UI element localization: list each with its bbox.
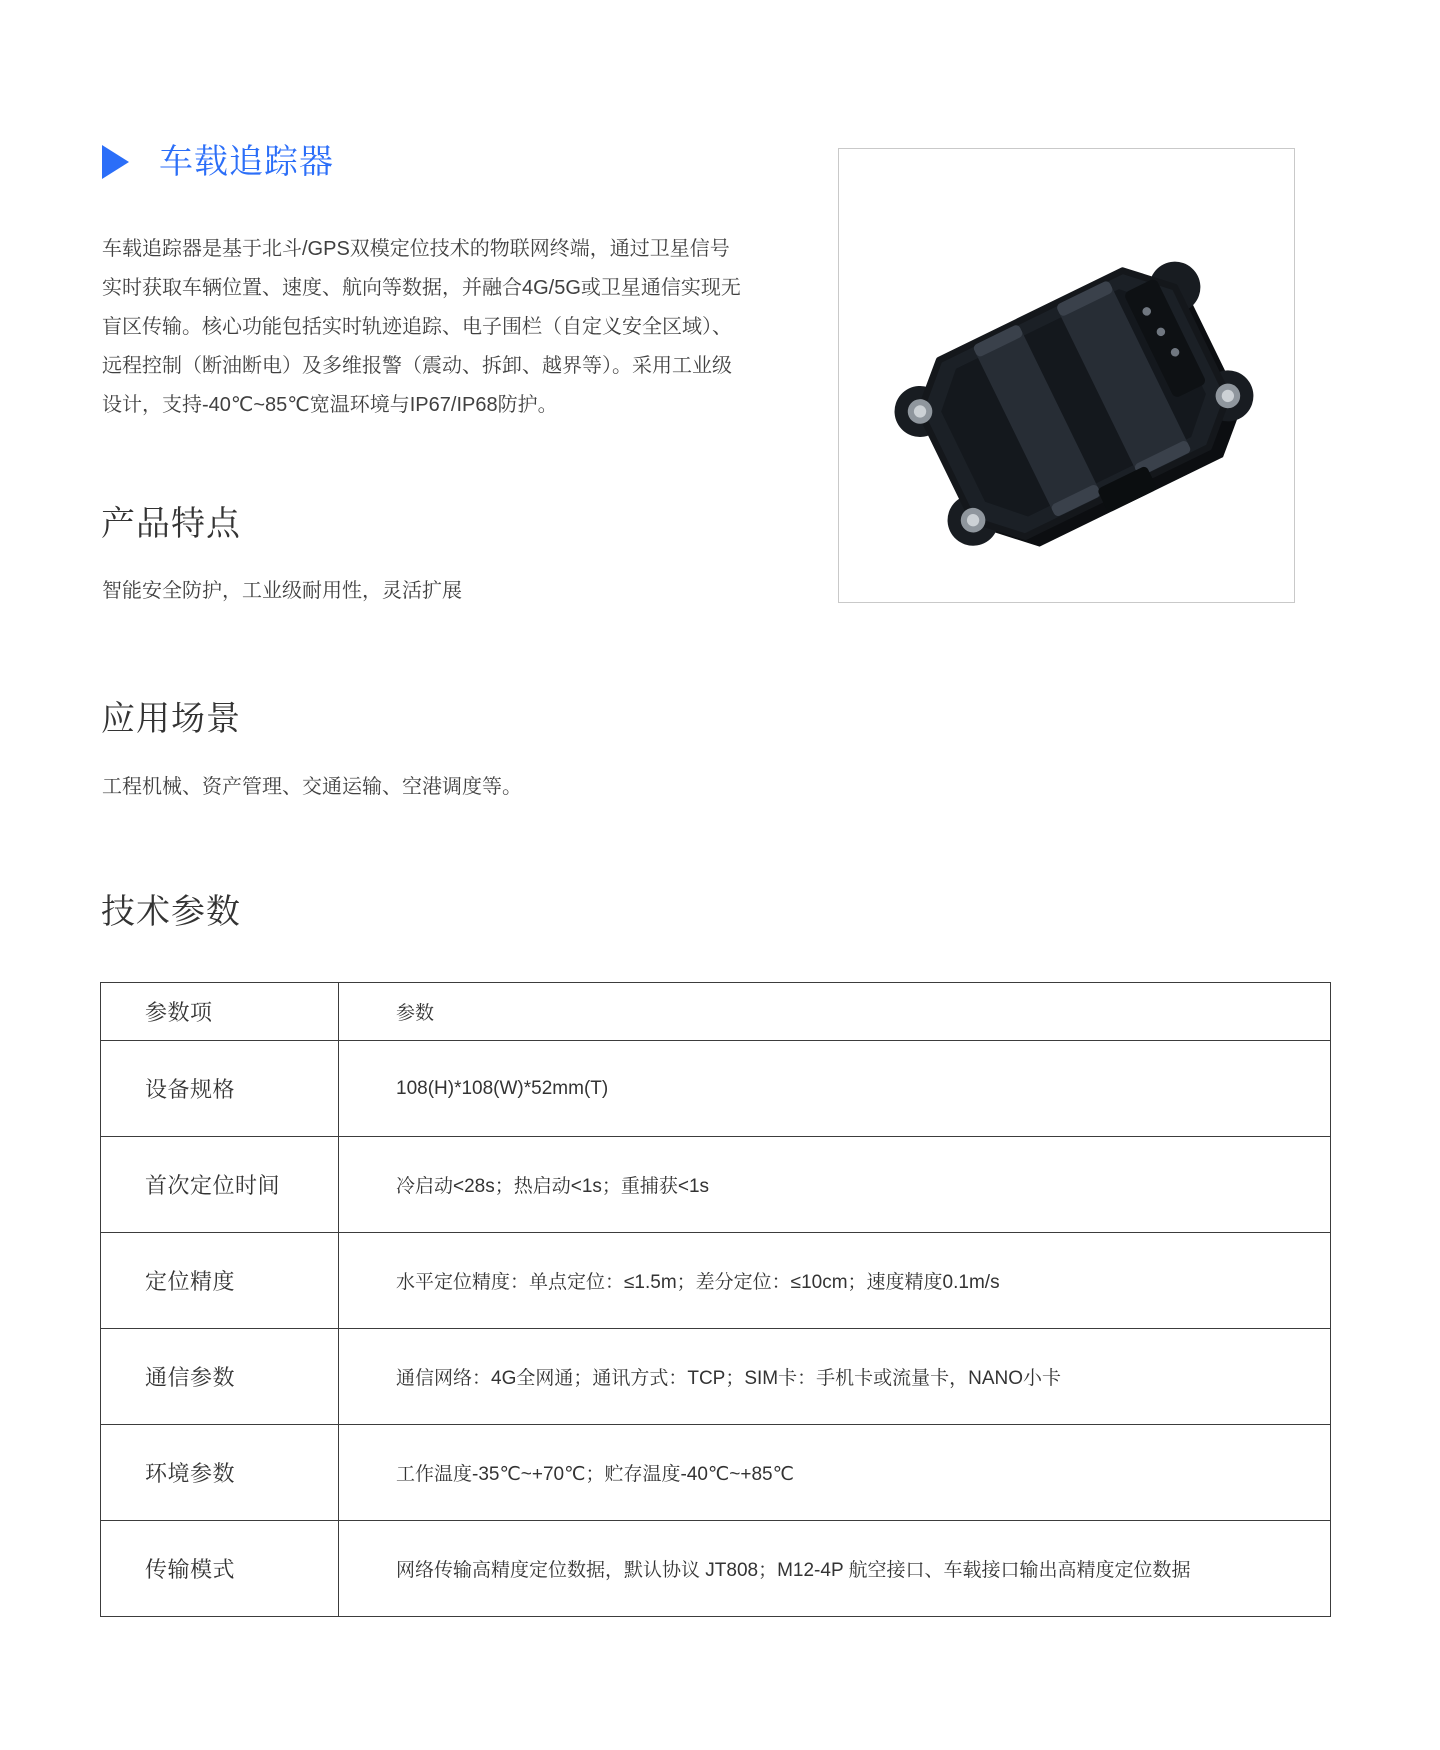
specs-col-header-param: 参数 [339,983,1331,1041]
page-title: 车载追踪器 [159,143,334,181]
intro-line: 盲区传输。核心功能包括实时轨迹追踪、电子围栏（自定义安全区域）、 [102,316,732,338]
table-row [101,1137,1331,1233]
features-text: 智能安全防护，工业级耐用性，灵活扩展 [102,580,462,602]
specs-header-row [101,983,1331,1041]
section-arrow-icon [102,145,129,179]
specs-col-header-param-item: 参数项 [101,983,339,1041]
specs-heading: 技术参数 [101,893,241,931]
features-heading: 产品特点 [101,505,241,543]
table-row [101,1521,1331,1617]
spec-label: 环境参数 [101,1425,339,1521]
spec-value: 通信网络：4G全网通；通讯方式：TCP；SIM卡：手机卡或流量卡，NANO小卡 [339,1329,1331,1425]
product-image-frame [838,148,1295,603]
spec-label: 设备规格 [101,1041,339,1137]
specs-table [100,982,1331,1617]
spec-value: 水平定位精度：单点定位：≤1.5m；差分定位：≤10cm；速度精度0.1m/s [339,1233,1331,1329]
table-row [101,1041,1331,1137]
spec-label: 通信参数 [101,1329,339,1425]
intro-line: 实时获取车辆位置、速度、航向等数据，并融合4G/5G或卫星通信实现无 [102,277,741,299]
spec-label: 首次定位时间 [101,1137,339,1233]
spec-value: 工作温度-35℃~+70℃；贮存温度-40℃~+85℃ [339,1425,1331,1521]
intro-line: 远程控制（断油断电）及多维报警（震动、拆卸、越界等）。采用工业级 [102,355,732,377]
gps-tracker-device-photo [847,161,1287,591]
spec-value: 网络传输高精度定位数据，默认协议 JT808；M12-4P 航空接口、车载接口输出高精度定位数据 [339,1521,1331,1617]
table-row [101,1329,1331,1425]
spec-label: 传输模式 [101,1521,339,1617]
scenarios-heading: 应用场景 [101,700,241,738]
intro-line: 车载追踪器是基于北斗/GPS双模定位技术的物联网终端，通过卫星信号 [102,238,730,260]
table-row [101,1233,1331,1329]
product-title-row [102,140,334,184]
spec-label: 定位精度 [101,1233,339,1329]
spec-value: 108(H)*108(W)*52mm(T) [339,1041,1331,1137]
product-intro [102,230,742,425]
spec-value: 冷启动<28s；热启动<1s；重捕获<1s [339,1137,1331,1233]
intro-line: 设计，支持-40℃~85℃宽温环境与IP67/IP68防护。 [102,394,558,416]
scenarios-text: 工程机械、资产管理、交通运输、空港调度等。 [102,776,522,798]
table-row [101,1425,1331,1521]
